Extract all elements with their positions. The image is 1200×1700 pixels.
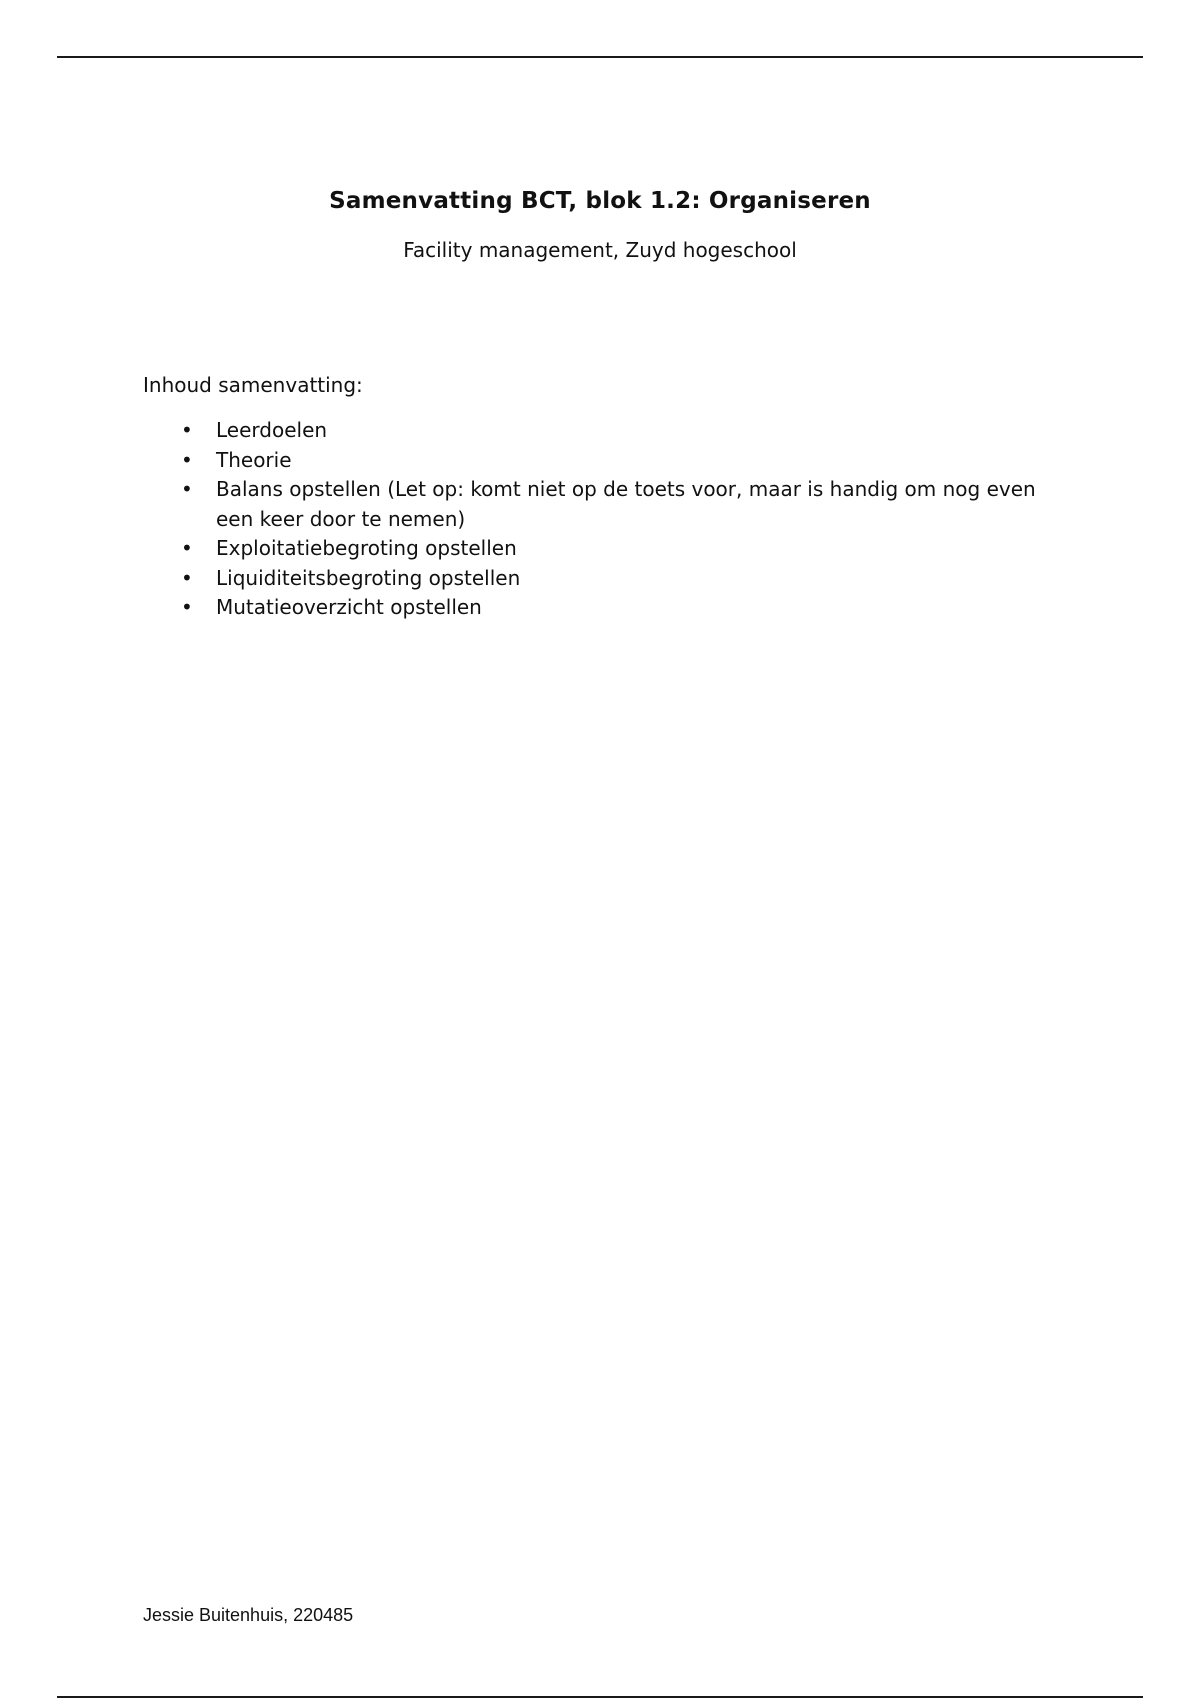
bottom-horizontal-rule: [57, 1696, 1143, 1698]
list-item-text: Liquiditeitsbegroting opstellen: [216, 565, 521, 590]
bullet-icon: •: [181, 418, 193, 442]
list-item: [143, 534, 1043, 564]
bullet-icon: •: [181, 536, 193, 560]
contents-list: [143, 416, 1043, 623]
document-subtitle: Facility management, Zuyd hogeschool: [403, 238, 797, 262]
bullet-icon: •: [181, 595, 193, 619]
list-item-text: Theorie: [216, 447, 292, 472]
contents-heading: Inhoud samenvatting:: [143, 373, 363, 397]
top-horizontal-rule: [57, 56, 1143, 58]
list-item: [143, 593, 1043, 623]
list-item-text: Leerdoelen: [216, 418, 328, 442]
list-item: [143, 564, 1043, 594]
list-item: [143, 446, 1043, 476]
bullet-icon: •: [181, 447, 193, 472]
list-item: [143, 416, 1043, 446]
bullet-icon: •: [181, 565, 193, 590]
list-item-text: Exploitatiebegroting opstellen: [216, 536, 517, 560]
list-item-text: Balans opstellen (Let op: komt niet op de toets voor, maar is handig om nog even een keer door te nemen): [216, 477, 1036, 531]
bullet-icon: •: [181, 477, 193, 501]
footer-author: Jessie Buitenhuis, 220485: [143, 1605, 354, 1625]
list-item: [143, 475, 1043, 534]
document-title: Samenvatting BCT, blok 1.2: Organiseren: [329, 188, 871, 214]
list-item-text: Mutatieoverzicht opstellen: [216, 595, 482, 619]
